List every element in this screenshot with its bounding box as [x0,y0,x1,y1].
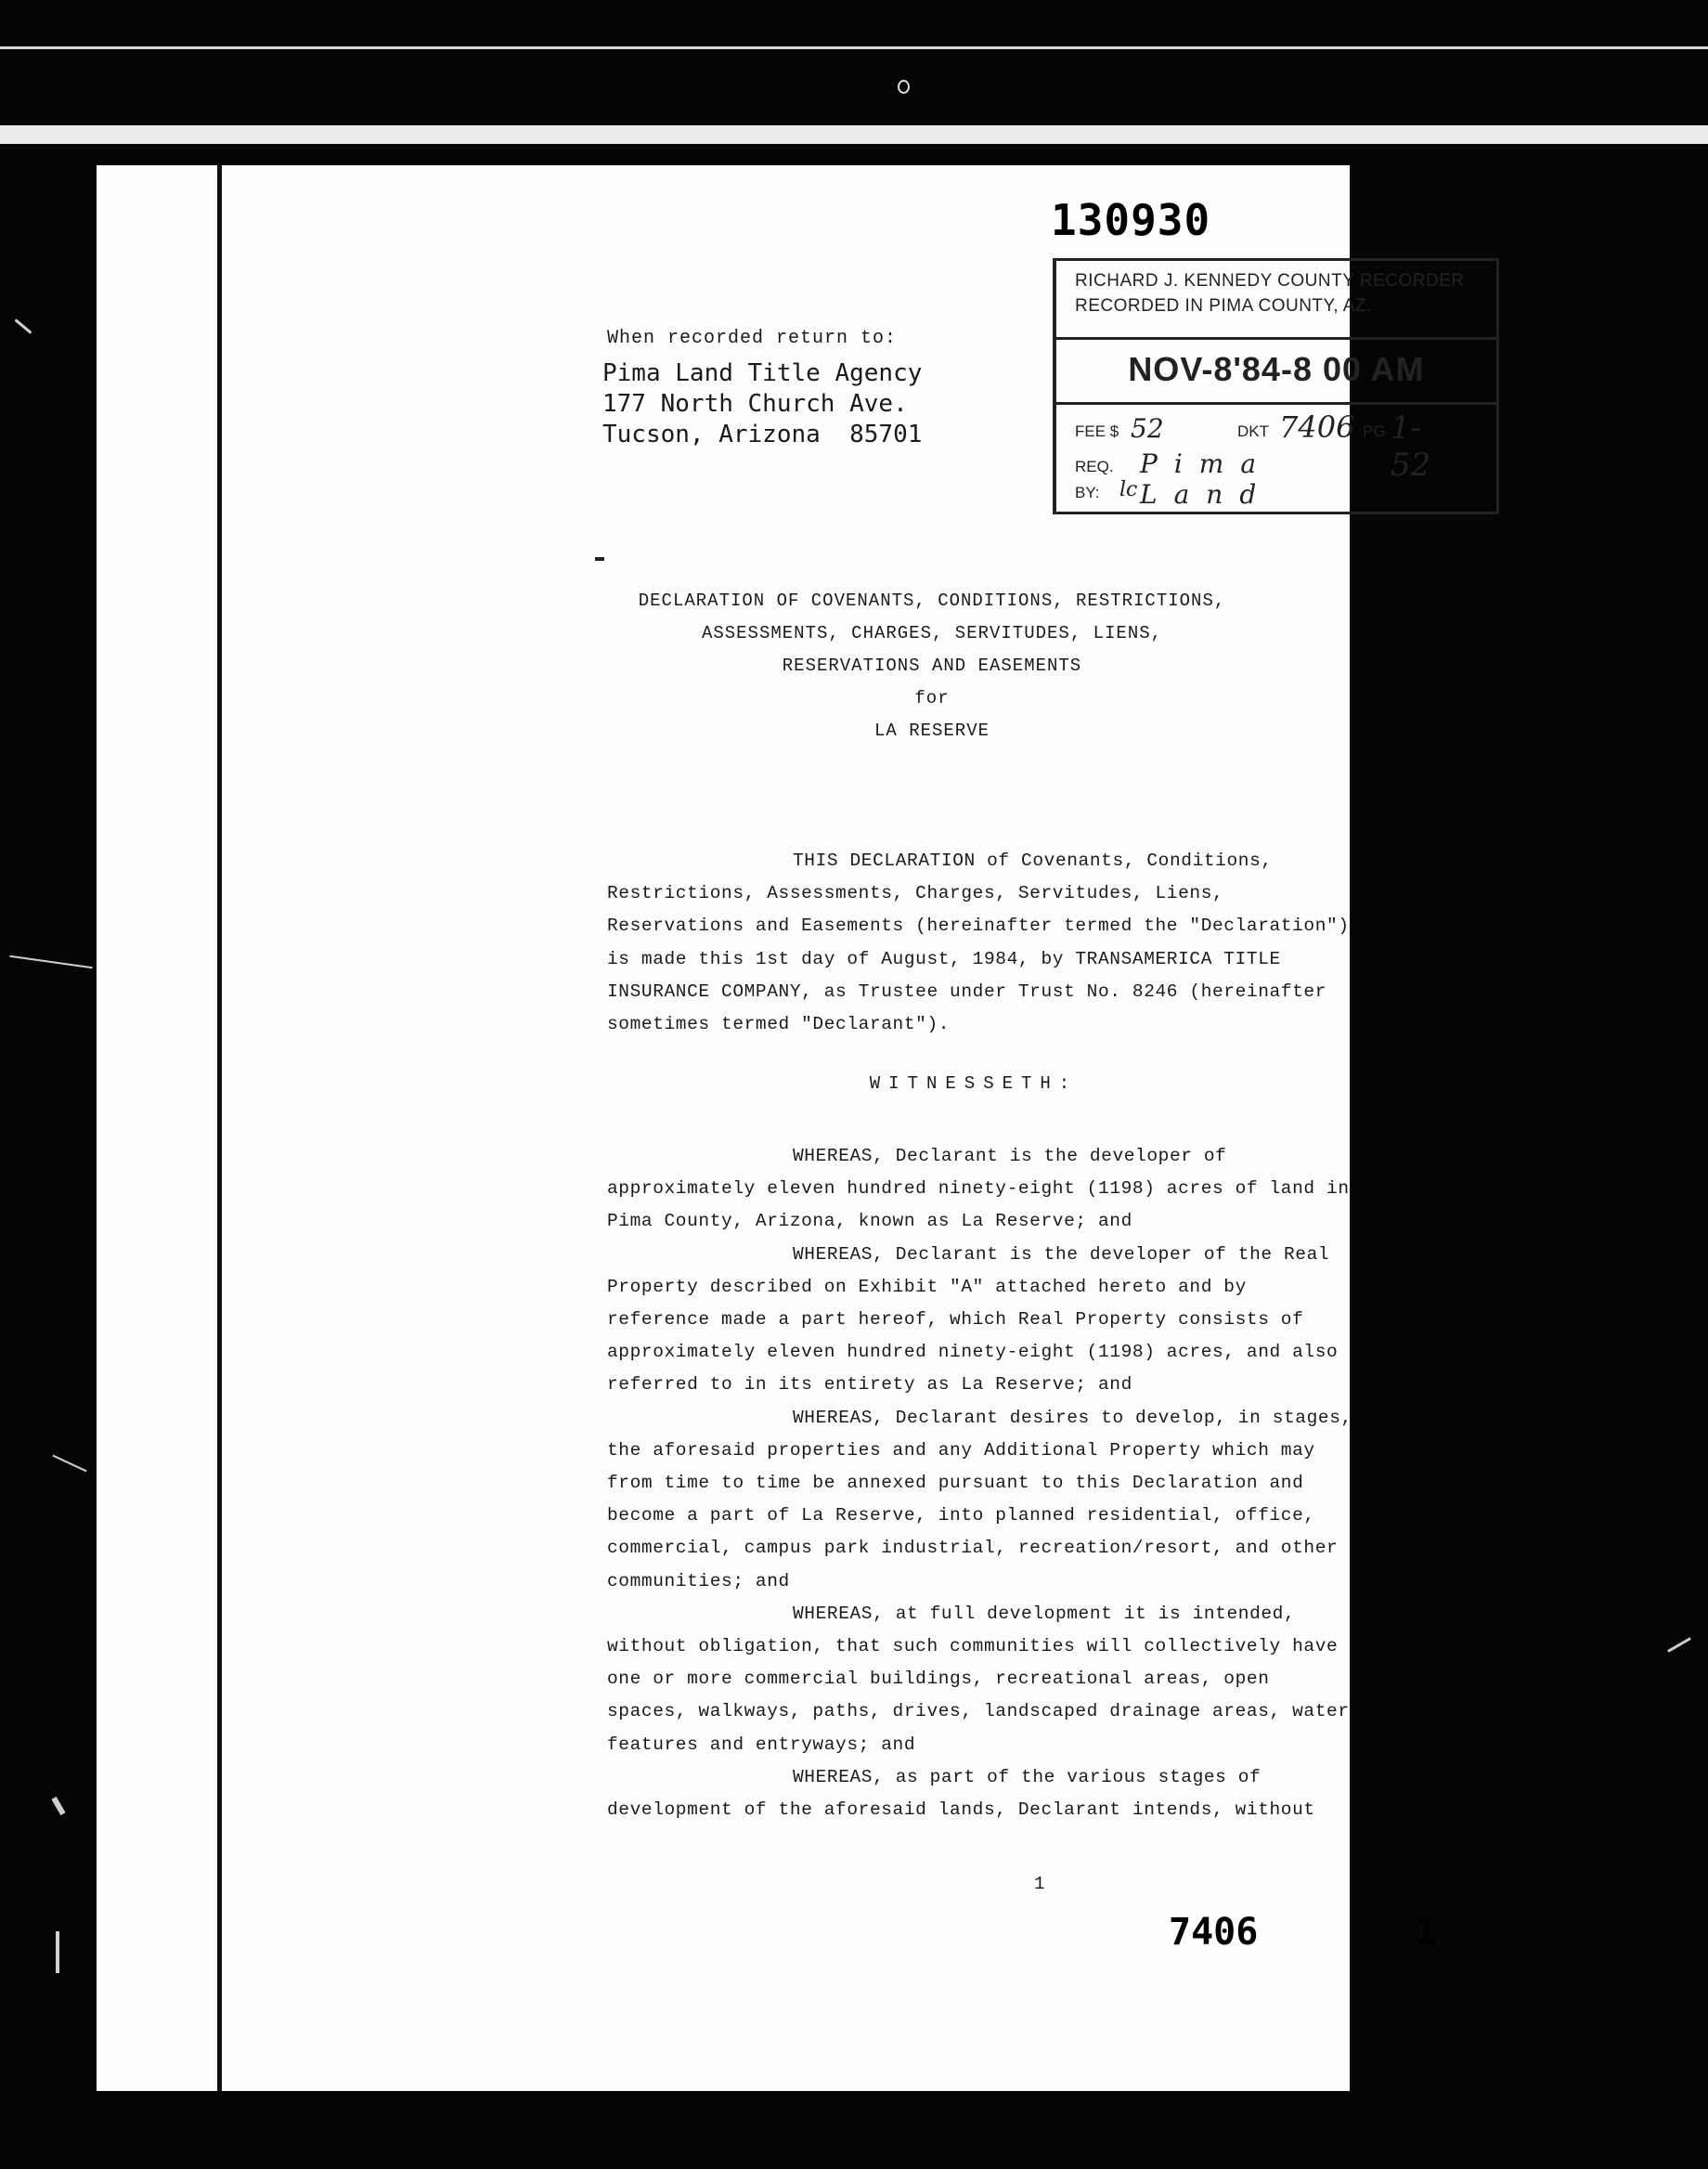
body-line: development of the aforesaid lands, Declarant intends, without [607,1799,1315,1821]
body-line: WHEREAS, at full development it is intended, [793,1603,1296,1624]
scan-artifact-dot [898,80,910,94]
declaration-title [468,585,1396,747]
docket-number: 7406 [1169,1911,1259,1954]
body-line: spaces, walkways, paths, drives, landscaped drainage areas, water [607,1701,1350,1722]
pg-value: 1-52 [1391,409,1431,484]
title-line: DECLARATION OF COVENANTS, CONDITIONS, RESTRICTIONS, [638,591,1226,611]
dkt-label: DKT [1237,422,1269,440]
body-line: INSURANCE COMPANY, as Trustee under Trust No. 8246 (hereinafter [607,981,1327,1002]
dkt-value: 7406 [1279,409,1355,445]
stamp-divider [1056,337,1496,340]
pg-label: PG [1363,422,1386,440]
body-line: the aforesaid properties and any Additional Property which may [607,1439,1315,1461]
return-address [602,358,922,450]
stamp-date: NOV-8'84-8 00 AM [1128,350,1425,388]
body-line: approximately eleven hundred ninety-eight (1198) acres, and also [607,1342,1339,1363]
body-line: one or more commercial buildings, recreational areas, open [607,1669,1270,1690]
scan-speck [1667,1637,1691,1653]
body-line: reference made a part hereof, which Real Property consists of [607,1309,1304,1331]
by-label: BY: [1075,484,1100,501]
title-line: LA RESERVE [873,721,990,741]
body-line: THIS DECLARATION of Covenants, Conditions, [793,851,1273,871]
fee-value: 52 [1131,413,1164,444]
req-label: REQ. [1075,458,1114,475]
return-address-line: Pima Land Title Agency [602,359,923,387]
return-address-line: Tucson, Arizona 85701 [602,421,923,448]
body-line: become a part of La Reserve, into planned residential, office, [607,1505,1315,1526]
scan-mark [595,557,604,561]
document-number: 130930 [1051,195,1211,245]
scan-speck [9,955,92,969]
title-line: ASSESSMENTS, CHARGES, SERVITUDES, LIENS, [701,623,1163,643]
scan-speck [51,1797,65,1815]
req-value: Pima Land [1140,448,1274,510]
body-line: WHEREAS, Declarant is the developer of the Real [793,1243,1330,1265]
intro-paragraph [607,845,1480,1041]
title-line: for [914,688,950,708]
body-line: approximately eleven hundred ninety-eight (1198) acres of land in [607,1178,1350,1200]
margin-rule [217,165,222,2091]
body-line: Reservations and Easements (hereinafter termed the "Declaration") [607,916,1350,937]
body-line: Property described on Exhibit "A" attached hereto and by [607,1276,1247,1297]
body-line: Restrictions, Assessments, Charges, Servitudes, Liens, [607,883,1224,904]
witnesseth-heading: WITNESSETH: [869,1073,1079,1094]
body-line: without obligation, that such communities will collectively have [607,1636,1339,1657]
fee-label: FEE $ [1075,422,1119,440]
stamp-recorder-line2: RECORDED IN PIMA COUNTY, AZ. [1075,296,1372,316]
stamp-by-row [1075,478,1138,502]
body-line: WHEREAS, Declarant desires to develop, in stages, [793,1407,1352,1428]
page-number: 1 [1034,1874,1045,1894]
body-line: WHEREAS, Declarant is the developer of [793,1146,1227,1166]
scan-speck [52,1455,86,1473]
return-label: When recorded return to: [607,328,898,349]
whereas-clauses [607,1140,1480,1826]
body-line: sometimes termed "Declarant"). [607,1014,951,1035]
docket-page: 1 [1415,1911,1438,1954]
body-line: from time to time be annexed pursuant to this Declaration and [607,1473,1304,1494]
return-address-line: 177 North Church Ave. [602,390,908,418]
body-line: features and entryways; and [607,1734,916,1755]
scan-speck [15,318,32,333]
stamp-recorder-line1: RICHARD J. KENNEDY COUNTY RECORDER [1075,271,1465,291]
body-line: commercial, campus park industrial, recreation/resort, and other [607,1538,1339,1559]
stamp-recorder-text [1075,268,1465,318]
body-line: WHEREAS, as part of the various stages of [793,1766,1262,1787]
recorder-stamp [1053,258,1499,514]
title-line: RESERVATIONS AND EASEMENTS [782,656,1082,676]
document-page [97,165,1465,2091]
scan-border-band [0,125,1708,144]
body-line: Pima County, Arizona, known as La Reserve; and [607,1211,1132,1232]
stamp-divider [1056,402,1496,405]
body-line: is made this 1st day of August, 1984, by TRANSAMERICA TITLE [607,948,1281,969]
scan-border-line [0,46,1708,49]
body-line: communities; and [607,1570,790,1591]
by-value: lc [1119,478,1138,501]
body-line: referred to in its entirety as La Reserve; and [607,1374,1132,1396]
scan-speck [56,1931,59,1973]
